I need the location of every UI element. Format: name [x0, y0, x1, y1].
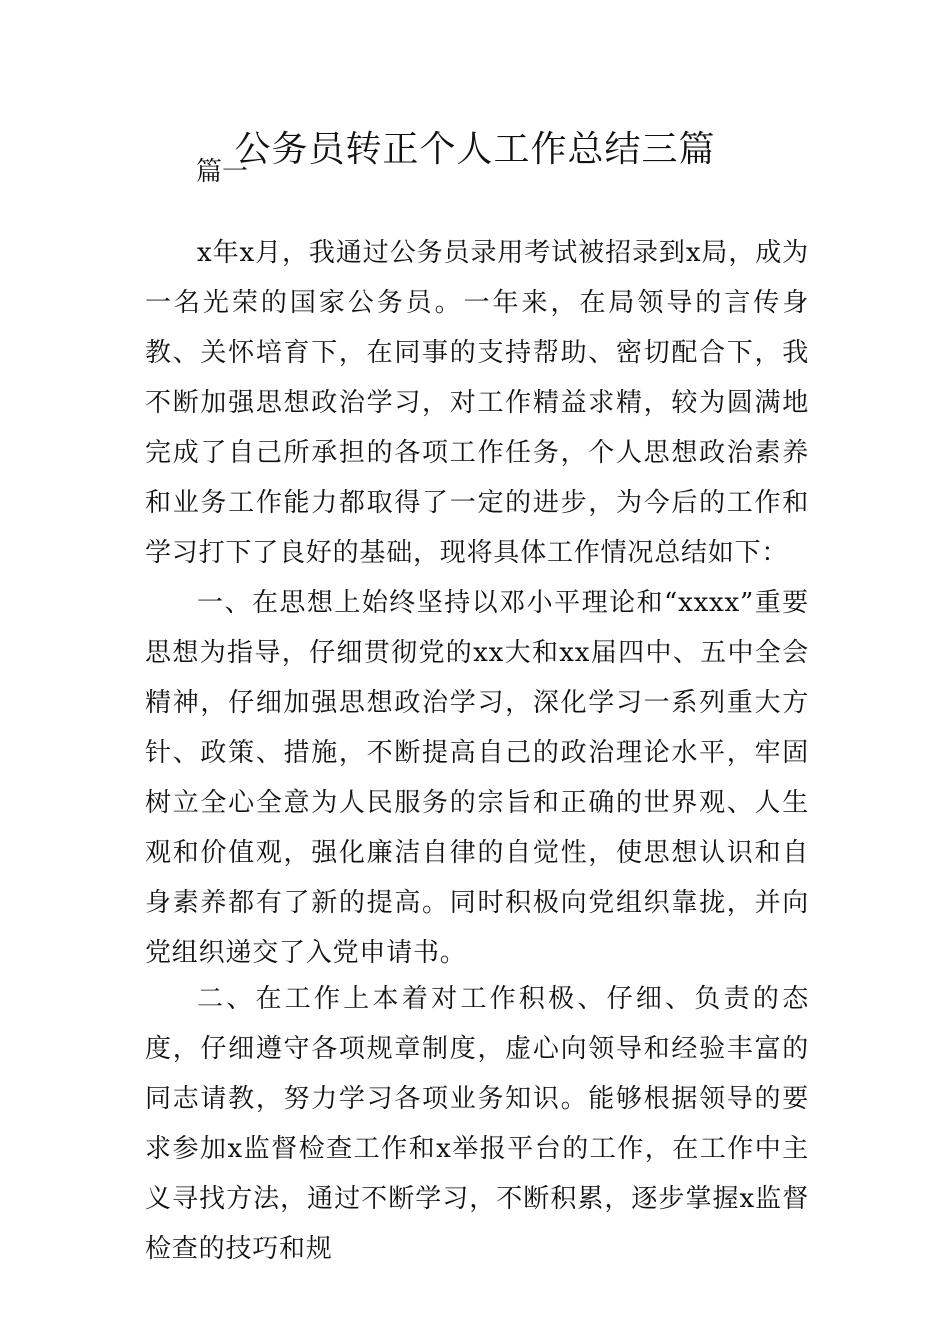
- section-label: 篇一: [196, 157, 249, 187]
- paragraph-work: 二、在工作上本着对工作积极、仔细、负责的态度，仔细遵守各项规章制度，虚心向领导和经验丰富的同志请教，努力学习各项业务知识。能够根据领导的要求参加x监督检查工作和x举报平台的工作，在工作中主义寻找方法，通过不断学习，不断积累，逐步掌握x监督检查的技巧和规: [145, 984, 809, 1264]
- paragraph-thought: 一、在思想上始终坚持以邓小平理论和“xxxx”重要思想为指导，仔细贯彻党的xx大和xx届四中、五中全会精神，仔细加强思想政治学习，深化学习一系列重大方针、政策、措施，不断提高自己的政治理论水平，牢固树立全心全意为人民服务的宗旨和正确的世界观、人生观和价值观，强化廉洁自律的自觉性，使思想认识和自身素养都有了新的提高。同时积极向党组织靠拢，并向党组织递交了入党申请书。: [145, 588, 809, 968]
- paragraph-intro: x年x月，我通过公务员录用考试被招录到x局，成为一名光荣的国家公务员。一年来，在局领导的言传身教、关怀培育下，在同事的支持帮助、密切配合下，我不断加强思想政治学习，对工作精益求精，较为圆满地完成了自己所承担的各项工作任务，个人思想政治素养和业务工作能力都取得了一定的进步，为今后的工作和学习打下了良好的基础，现将具体工作情况总结如下：: [145, 238, 809, 568]
- document-title: 公务员转正个人工作总结三篇: [234, 129, 716, 170]
